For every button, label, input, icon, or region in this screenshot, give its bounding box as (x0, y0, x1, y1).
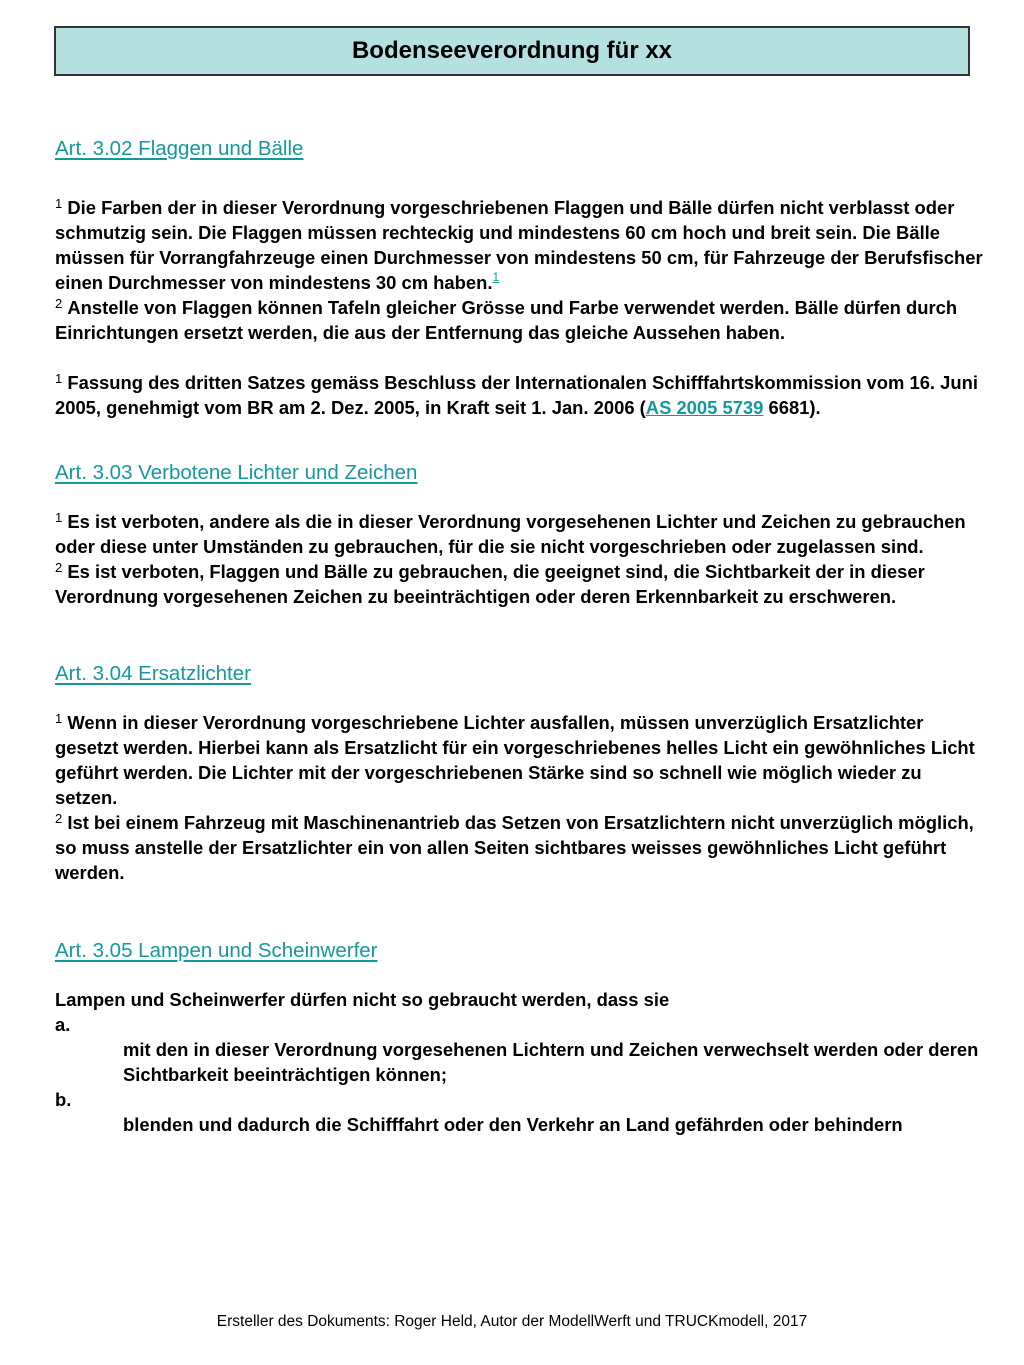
paragraph-text: Es ist verboten, andere als die in dieser Verordnung vorgesehenen Lichter und Zeichen zu gebrauchen oder diese unter Umständen zu gebrauchen, für die sie nicht vorgeschrieben oder zugelassen sind. (55, 511, 966, 557)
section-art-3-03 (55, 460, 985, 609)
footnote-text: Fassung des dritten Satzes gemäss Beschluss der Internationalen Schifffahrtskommission vom 16. Juni 2005, genehmigt vom BR am 2. Dez. 2005, in Kraft seit 1. Jan. 2006 ( (55, 372, 978, 418)
list-item-a (55, 1012, 985, 1087)
section-art-3-02 (55, 136, 985, 420)
footnote (55, 370, 985, 420)
paragraph-2 (55, 810, 985, 885)
list-marker: b. (55, 1089, 72, 1110)
paragraph-text: Wenn in dieser Verordnung vorgeschriebene Lichter ausfallen, müssen unverzüglich Ersatzlichter gesetzt werden. Hierbei kann als Ersatzlicht für ein vorgeschriebenes helles Licht ein gewöhnliches Licht geführt werden. Die Lichter mit der vorgeschriebenen Stärke sind so schnell wie möglich wieder zu setzen. (55, 712, 975, 808)
section-heading: Art. 3.05 Lampen und Scheinwerfer (55, 939, 378, 962)
paragraph-number: 2 (55, 296, 63, 311)
paragraph-2 (55, 559, 985, 609)
paragraph-1 (55, 195, 985, 295)
paragraph-number: 1 (55, 196, 63, 211)
paragraph-text: Ist bei einem Fahrzeug mit Maschinenantrieb das Setzen von Ersatzlichtern nicht unverzüglich möglich, so muss anstelle der Ersatzlichter ein von allen Seiten sichtbares weisses gewöhnliches Licht geführt werden. (55, 812, 974, 883)
document-title: Bodenseeverordnung für xx (351, 37, 673, 64)
list-intro: Lampen und Scheinwerfer dürfen nicht so gebraucht werden, dass sie (55, 989, 670, 1010)
paragraph-1 (55, 509, 985, 559)
list-marker: a. (55, 1014, 71, 1035)
list-item-text: blenden und dadurch die Schifffahrt oder den Verkehr an Land gefährden oder behindern (123, 1114, 903, 1135)
section-heading: Art. 3.03 Verbotene Lichter und Zeichen (55, 461, 418, 484)
paragraph-2 (55, 295, 985, 345)
footnote-ref-link[interactable]: 1 (492, 270, 500, 284)
paragraph-text: Die Farben der in dieser Verordnung vorgeschriebenen Flaggen und Bälle dürfen nicht verblasst oder schmutzig sein. Die Flaggen müssen rechteckig und mindestens 60 cm hoch und breit sein. Die Bälle müssen für Vorrangfahrzeuge einen Durchmesser von mindestens 50 cm, für Fahrzeuge der Berufsfischer einen Durchmesser von mindestens 30 cm haben. (55, 197, 983, 293)
section-heading: Art. 3.02 Flaggen und Bälle (55, 137, 304, 160)
paragraph-number: 1 (55, 711, 63, 726)
as-reference-link[interactable]: AS 2005 5739 (645, 397, 764, 418)
footnote-number: 1 (55, 371, 63, 386)
paragraph-number: 2 (55, 560, 63, 575)
section-art-3-04 (55, 661, 985, 885)
paragraph-text: Anstelle von Flaggen können Tafeln gleicher Grösse und Farbe verwendet werden. Bälle dürfen durch Einrichtungen ersetzt werden, die aus der Entfernung das gleiche Aussehen haben. (55, 297, 958, 343)
section-art-3-05 (55, 938, 985, 1137)
list-item-b (55, 1087, 985, 1137)
paragraph-number: 1 (55, 510, 63, 525)
paragraph-number: 2 (55, 811, 63, 826)
section-heading: Art. 3.04 Ersatzlichter (55, 662, 251, 685)
paragraph-1 (55, 710, 985, 810)
document-body (55, 136, 985, 1137)
paragraph-text: Es ist verboten, Flaggen und Bälle zu gebrauchen, die geeignet sind, die Sichtbarkeit der in dieser Verordnung vorgesehenen Zeichen zu beeinträchtigen oder deren Erkennbarkeit zu erschweren. (55, 561, 925, 607)
footnote-tail: 6681). (763, 397, 821, 418)
document-title-box (54, 26, 970, 76)
document-footer: Ersteller des Dokuments: Roger Held, Autor der ModellWerft und TRUCKmodell, 2017 (216, 1313, 808, 1330)
list-item-text: mit den in dieser Verordnung vorgesehenen Lichtern und Zeichen verwechselt werden oder deren Sichtbarkeit beeinträchtigen können; (123, 1039, 979, 1085)
